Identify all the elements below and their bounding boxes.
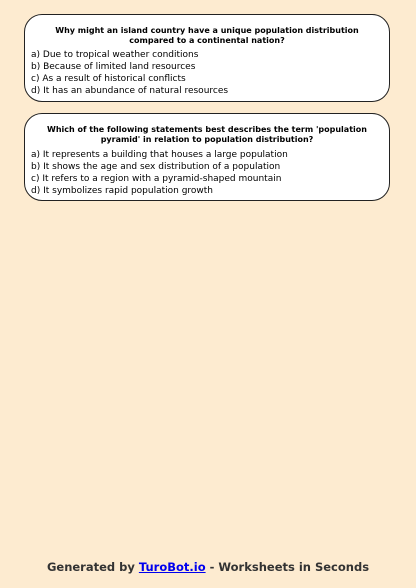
- question-card-2: [24, 113, 390, 201]
- answer-options: [31, 49, 383, 97]
- turobot-link[interactable]: TuroBot.io: [138, 560, 206, 574]
- answer-option-c: c) As a result of historical conflicts: [31, 74, 186, 84]
- answer-option-d: d) It has an abundance of natural resources: [31, 86, 229, 96]
- answer-option-d: d) It symbolizes rapid population growth: [31, 186, 214, 196]
- answer-option-a: a) It represents a building that houses a large population: [31, 150, 288, 160]
- answer-option-a: a) Due to tropical weather conditions: [31, 50, 199, 60]
- footer-prefix: Generated by: [46, 560, 139, 574]
- footer: [0, 560, 416, 574]
- question-text: Why might an island country have a unique population distribution compared to a continental nation?: [55, 26, 359, 45]
- question-text: Which of the following statements best describes the term 'population pyramid' in relation to population distribution?: [47, 125, 367, 144]
- answer-option-b: b) Because of limited land resources: [31, 62, 196, 72]
- answer-option-c: c) It refers to a region with a pyramid-shaped mountain: [31, 174, 282, 184]
- answer-option-b: b) It shows the age and sex distribution of a population: [31, 162, 281, 172]
- footer-suffix: - Worksheets in Seconds: [205, 560, 370, 574]
- answer-options: [31, 149, 383, 197]
- question-card-1: [24, 14, 390, 102]
